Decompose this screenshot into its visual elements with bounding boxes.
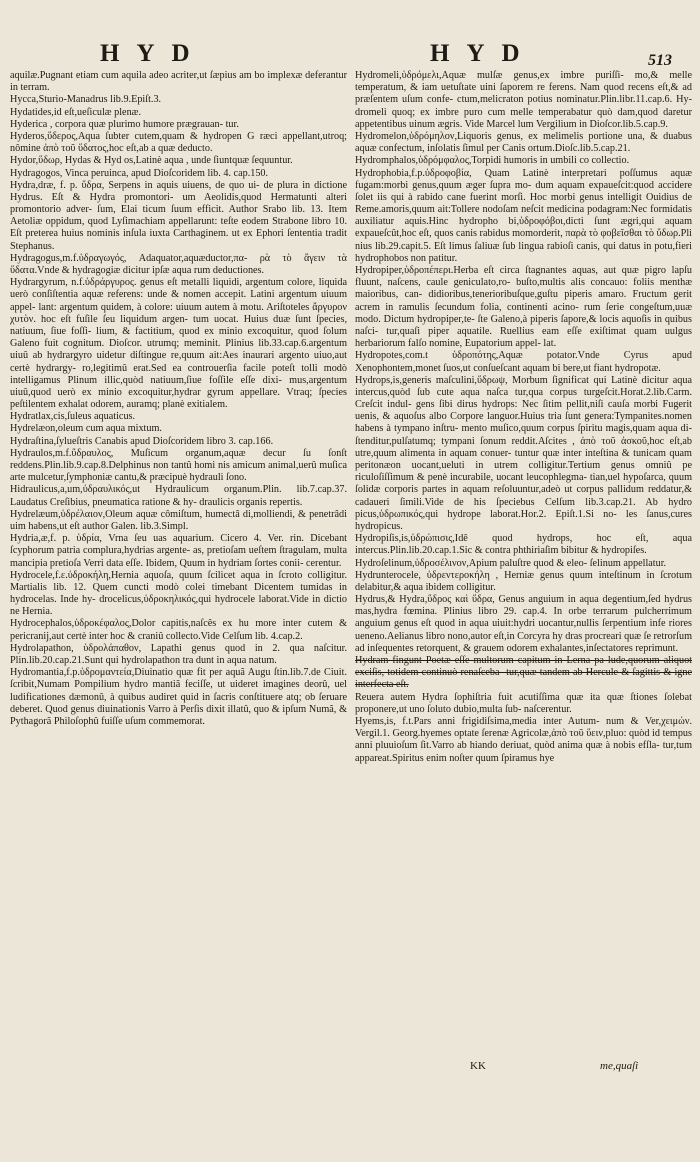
dictionary-entry: Hyderos,ὕδερος,Aqua ſubter cutem,quam & hydropen G ræci appellant,utroq; nômine ἀπὸ τοῦ ὕδατος,hoc eſt,ab a quæ deducto. <box>10 130 347 155</box>
dictionary-entry: Reuera autem Hydra ſophiſtria fuit acutiſſima quæ ita quæ ſtiones ſolebat proponere,ut uno ſoluto dubio,multa ſub- naſcerentur. <box>355 691 692 715</box>
dictionary-entry: Hydragogos, Vinca peruinca, apud Dioſcoridem lib. 4. cap.150. <box>10 167 269 179</box>
dictionary-entry: aquilæ.Pugnant etiam cum aquila adeo acriter,ut ſæpius am bo implexæ deferantur in terram. <box>10 70 347 94</box>
dictionary-entry: Hydropiſis,is,ὑδρώπισις,Idê quod hydrops, hoc eſt, aqua intercus.Plin.lib.20.cap.1.Sic & contra phthiriaſim bibitur & hydropiſes. <box>355 533 692 557</box>
dictionary-entry: Hydropotes,com.t ὑδροπότης,Aquæ potator.Vnde Cyrus apud Xenophontem,monet ſuos,ut conſueſcant aquam bi bere,ut fiant hydropotæ. <box>355 350 692 374</box>
dictionary-entry: Hydropiper,ὑδροπέπερι.Herba eſt circa ſtagnantes aquas, aut quæ pigro lapſu fluunt, naſcens, caule geniculato,ro- buſto,multis alis concauo: foliis menthæ maioribus, can- didioribus,tenerioribuſque,guſtu piperis amaro. Fructum gerit acrem in ramulis ſecundum folia, continenti acino- rum ſerie congeſtum,uuæ modo. Dictum hydropiper,te- ſte Galeno,à piperis ſapore,& locis aquoſis in quibus naſci- tur,quaſi piper aquatile. Ruellius eam eſſe exiſtimat quam uulgus herbariorum falſo nomine, Eupatorium appel- lat. <box>355 265 692 350</box>
dictionary-entry: Hydrelæum,ὑδρέλαιον,Oleum aquæ cômiſtum, humectâ di,molliendi, & penetrâdi uim habens,ut eſt author Galen. lib.3.Simpl. <box>10 508 347 532</box>
dictionary-entry: Hidraulicus,a,um,ὑδραυλικός,ut Hydraulicum organum.Plin. lib.7.cap.37. Laudatus Creſibius, pneumatica ratione & hy- draulicis organis repertis. <box>10 484 347 508</box>
dictionary-entry: Hydromantia,f.p.ὑδρομαντεία,Diuinatio quæ fit per aquã Augu ſtin.lib.7.de Ciuit. ſcribit,Numam Pompilium hydro mantiã feciſſe, ut uideret imagines deorû, uel ludificationes dæmonû, à quibus audiret quid in ſacris conſtituere atq; ob ſeruare deberet. Quod genus diuinationis Varro à Perſis dixit illatû, quo & ipſum Numã, & Pythagorã Philoſophû fuiſſe uſum commemorat. <box>10 667 347 727</box>
catchword: me,quaſi <box>600 1060 639 1072</box>
dictionary-entry: Hydrunterocele, ὑδρεντεροκήλη , Herniæ genus quum inteſtinum in ſcrotum delabitur,& aqua ibidem colligitur. <box>355 569 692 593</box>
dictionary-entry: Hydragogus,m.f.ὑδραγωγός, Adaquator,aquæductor,πα- ρὰ τὸ ἄγειν τὰ ὕδατα.Vnde & hydragogiæ dicitur ipſæ aqua rum deductiones. <box>10 252 347 276</box>
dictionary-entry: Hydatides,id eſt,ueſiculæ plenæ. <box>10 106 141 118</box>
dictionary-entry: Hydraſtina,ſylueſtris Canabis apud Dioſcoridem libro 3. cap.166. <box>10 435 274 447</box>
running-head-right: HYD <box>430 40 537 67</box>
dictionary-entry: Hycca,Sturio-Manadrus lib.9.Epiſt.3. <box>10 94 162 106</box>
signature-mark: KK <box>470 1060 486 1072</box>
dictionary-entry: Hydra,dræ, f. p. ὕδρα, Serpens in aquis uiuens, de quo ui- de plura in dictione Hydrus. Eſt & Hydra promontori- um Aeolidis,quod Hermatunti alteri promontorio adver- ſum, Elai ticum ſuum efficit. Author Srabo lib. 13. Item Aetoliæ oppidum, quod Lyſimachiam appellarunt: teſte eodem Strabone libro 10. Eſt preterea huius nominis inſula iuxta Carthaginem. ut ex Ephori ſententia tradit Stephanus. <box>10 179 347 252</box>
right-column <box>355 70 692 1080</box>
dictionary-entry: Hydor,ὕδωρ, Hydas & Hyd os,Latinè aqua , unde ſiuntquæ ſequuntur. <box>10 155 293 167</box>
page-footer <box>0 1060 700 1078</box>
dictionary-entry: Hyems,is, f.t.Pars anni frigidiſsima,media inter Autum- num & Ver,χειμών. Vergil.1. Georg.hyemes optate ſerenæ Agricolæ,ἀπὸ τοῦ ὕειν,pluo: quòd id tempus anni pluuioſum ſit.Varro ab hiando deriuat, quòd anima quæ à nobis efſla- tur,tum appareat.Spiritus enim noſter quum ſpiramus hye <box>355 715 692 764</box>
dictionary-entry: Hydroſelinum,ὑδροσέλινον,Apium paluſtre quod & eleo- ſelinum appellatur. <box>355 557 667 569</box>
dictionary-entry: Hydromelon,ὑδρόμηλον,Liquoris genus, ex melimelis portione una, & duabus aquæ confectum, inſolatis ſimul per Canis ortum.Dioſc.lib.5.cap.21. <box>355 130 692 155</box>
running-head-left: HYD <box>100 40 207 67</box>
dictionary-entry: Hydrops,is,generis maſculini,ὕδρωψ, Morbum ſignificat qui Latinè dicitur aqua intercus,quòd ſub cute aqua naſca tur,qua corpus turgeſcit.Horat.2.lib.Carm. Creſcit indul- gens ſibi dirus hydrops: Nec ſitim pellit,niſi cauſa morbi Fugerit uenis, & aquoſus albo Corpore languor.Huius tria ſunt genera:Tympanites.nomen habens à tympano inſtru- mento muſico,quum corpus ſpiritu magis,quam aqua di- ſtenditur,pulſatumq; tympani ſonum reddit.Aſcites , ἀπὸ τοῦ ἀσκοῦ,hoc eſt,ab utre,quum alimenta in aquam conuer- tuntur quæ inter inteſtina & tunicam quam peritonæon uocant,ueluti in utrem colligitur.Tertium genus omniû pe riculoſiſſimum & penè incurabile, uocant leucophlegma- tian,uel hypoſarca, quum ſolidæ corporis partes in aquam reſoluuntur,adeò ut corpus pallidum reddatur,& cadaueri ſimili.Vide de his ſpeciebus Celſum lib.3.cap.21. Ab hydro picus,ὑδρωπικός,qui hydrope laborat.Hor.2. Epiſt.1.Si no- les ſanus,cures hydropicus. <box>355 374 692 532</box>
text-columns <box>10 70 692 1080</box>
dictionary-entry: Hydraulos,m.f.ὕδραυλος, Muſicum organum,aquæ decur ſu ſonſt reddens.Plin.lib.9.cap.8.Delphinus non tantû homi nis amicum animal,uerû muſica arte mulcetur,ſymphoniæ cantu,& præcipuè hydrauli ſono. <box>10 447 347 484</box>
dictionary-entry: Hydrophobia,f.p.ὑδροφοβία, Quam Latinè interpretari poſſumus aquæ fugam:morbi genus,quum æger ſupra mo- dum aquam expaueſcit:quod accidere ſolet iis qui à rabido cane fuerint morſi. Hoc morbi genus intelligit Ouidius de Reme.amoris,quum ait:Tollere nodoſam neſcit medicina podagram:Nec formidatis auxiliatur aquis.Hinc hydropho bi,ὑδροφόβοι,dicti ſunt ægri,qui aquam expaueſcût,hoc eſt, quos canis rabidus momorderit, παρὰ τὸ φοβεῖσθαι τὸ ὕδωρ.Pli nius lib.29.capit.5. Eſt limus ſaliuæ ſub lingua rabioſi canis, qui datus in potu,fieri hydrophobos non patitur. <box>355 167 692 264</box>
dictionary-entry: Hydrargyrum, n.f.ὑδράργυρος. genus eſt metalli liquidi, argentum colore, liquida uerò conſiſtentia aquæ referens: unde & nomen accepit. Latini argentum uiuum appel- lant: argentum quidem, à colore: uiuum autem à motu. Ariſtoteles ἄργυρον χυτὸν. hoc eſt fuſile ſeu liquidum argen- tum uocat. Huius duæ ſunt ſpecies, natiuum, ſiue foſſi- lium, & factitium, quod ex minio excoquitur, quod ſolum Galeno fuit cognitum. Dioſcor. utrumq; meminit. Plinius lib.33.cap.6.argentum uiuû ab hydrargyro uidetur diſtingue re,quum ait:Aes inaurari argento uiuo,aut certè hydrargy- ro,legitimû erat.Sed ea controuerſia facile poteſt tolli modò intelligamus Plinum illic,quòd natiuum,ſiue foſſile eſſe dixi- mus,argentum uiuû,quod uerò ex minio excoquitur,hydrar gyrum appellare. Vtraq; ſpecies peſtilentem exhalat odorem, auramq; planè exitialem. <box>10 277 347 411</box>
dictionary-entry: Hydromeli,ὑδρόμελι,Aquæ mulſæ genus,ex imbre puriſſi- mo,& melle temperatum, & iam uetuſtate uini ſaporem re ferens. Nam quod recens eſt,& ad præſentem uſum confe- ctum,melicraton potius nominatur.Plin.libr.11.cap.6. Hy- dromeli quoq; ex imbre puro cum melle temperabatur quò dam,quod daretur appetentibus uinum ægris. Vide Marcel lum Vergilium in Dioſcor.lib.5.cap.9. <box>355 70 692 130</box>
dictionary-entry: Hydrelæon,oleum cum aqua mixtum. <box>10 423 162 435</box>
dictionary-entry: Hydratlax,cis,ſuleus aquaticus. <box>10 411 136 423</box>
dictionary-entry: Hydrolapathon, ὑδρολάπαθον, Lapathi genus quod in 2. qua naſcitur. Plin.lib.20.cap.21.Sunt qui hydrolapathon tra dunt in aqua natum. <box>10 642 347 666</box>
page-number: 513 <box>648 52 672 69</box>
dictionary-entry: Hyderica , corpora quæ plurimo humore prægrauan- tur. <box>10 118 239 130</box>
dictionary-entry: Hydria,æ,f. p. ὑδρία, Vrna ſeu uas aquarium. Cicero 4. Ver. rin. Dicebant ſcyphorum patria complura,hydrias argente- as, pretioſam ueſtem ſtragulam, multa mancipia pretioſa Verri data eſſe. Ibidem, Quum in hydriam ſortes conii- cerentur. <box>10 533 347 569</box>
dictionary-entry: Hydram fingunt Poetæ eſſe multorum capitum in Lerna pa lude,quorum aliquot exciſis, totidem continuò renaſceba- tur,quæ tandem ab Hercule & ſagittis & igne interfecta eſt. <box>355 655 692 691</box>
left-column <box>10 70 347 1080</box>
dictionary-entry: Hydromphalos,ὑδρόμφαλος,Torpidi humoris in umbili co collectio. <box>355 155 630 167</box>
running-header <box>10 0 692 69</box>
dictionary-entry: Hydrocele,f.ε.ὑδροκήλη,Hernia aquoſa, quum ſcilicet aqua in ſcroto colligitur. Martialis lib. 12. Quem cuncti modò colei timebant Dicentem tumidas in hydrocelas. Inde hy- drocelicus,ὑδροκηλικός,qui hydrocele laborat.Vide in dictio ne Hernia. <box>10 569 347 618</box>
dictionary-entry: Hydrocephalos,ὑδροκέφαλος,Dolor capitis,naſcês ex hu more inter cutem & pericranij,aut certè inter hoc & craniû collecto.Vide Celſum lib. 4.cap.2. <box>10 618 347 642</box>
dictionary-entry: Hydrus,& Hydra,ὕδρος καὶ ὕδρα, Genus anguium in aqua degentium,ſed hydrus mas,hydra fœmina. Plinius libro 29. cap.4. In orbe terrarum pulcherrimum anguium genus eſt quod in aqua uiuit:hydri uocantur,nullis ſerpentium infe riores ueneno.Aelianus libro nono,autor eſt,in Corcyra hy dras procreari quæ ſe retrorſum ad inſequentes retorquent, & grauem odorem exhalantes,inſectatores reprimunt. <box>355 594 692 654</box>
